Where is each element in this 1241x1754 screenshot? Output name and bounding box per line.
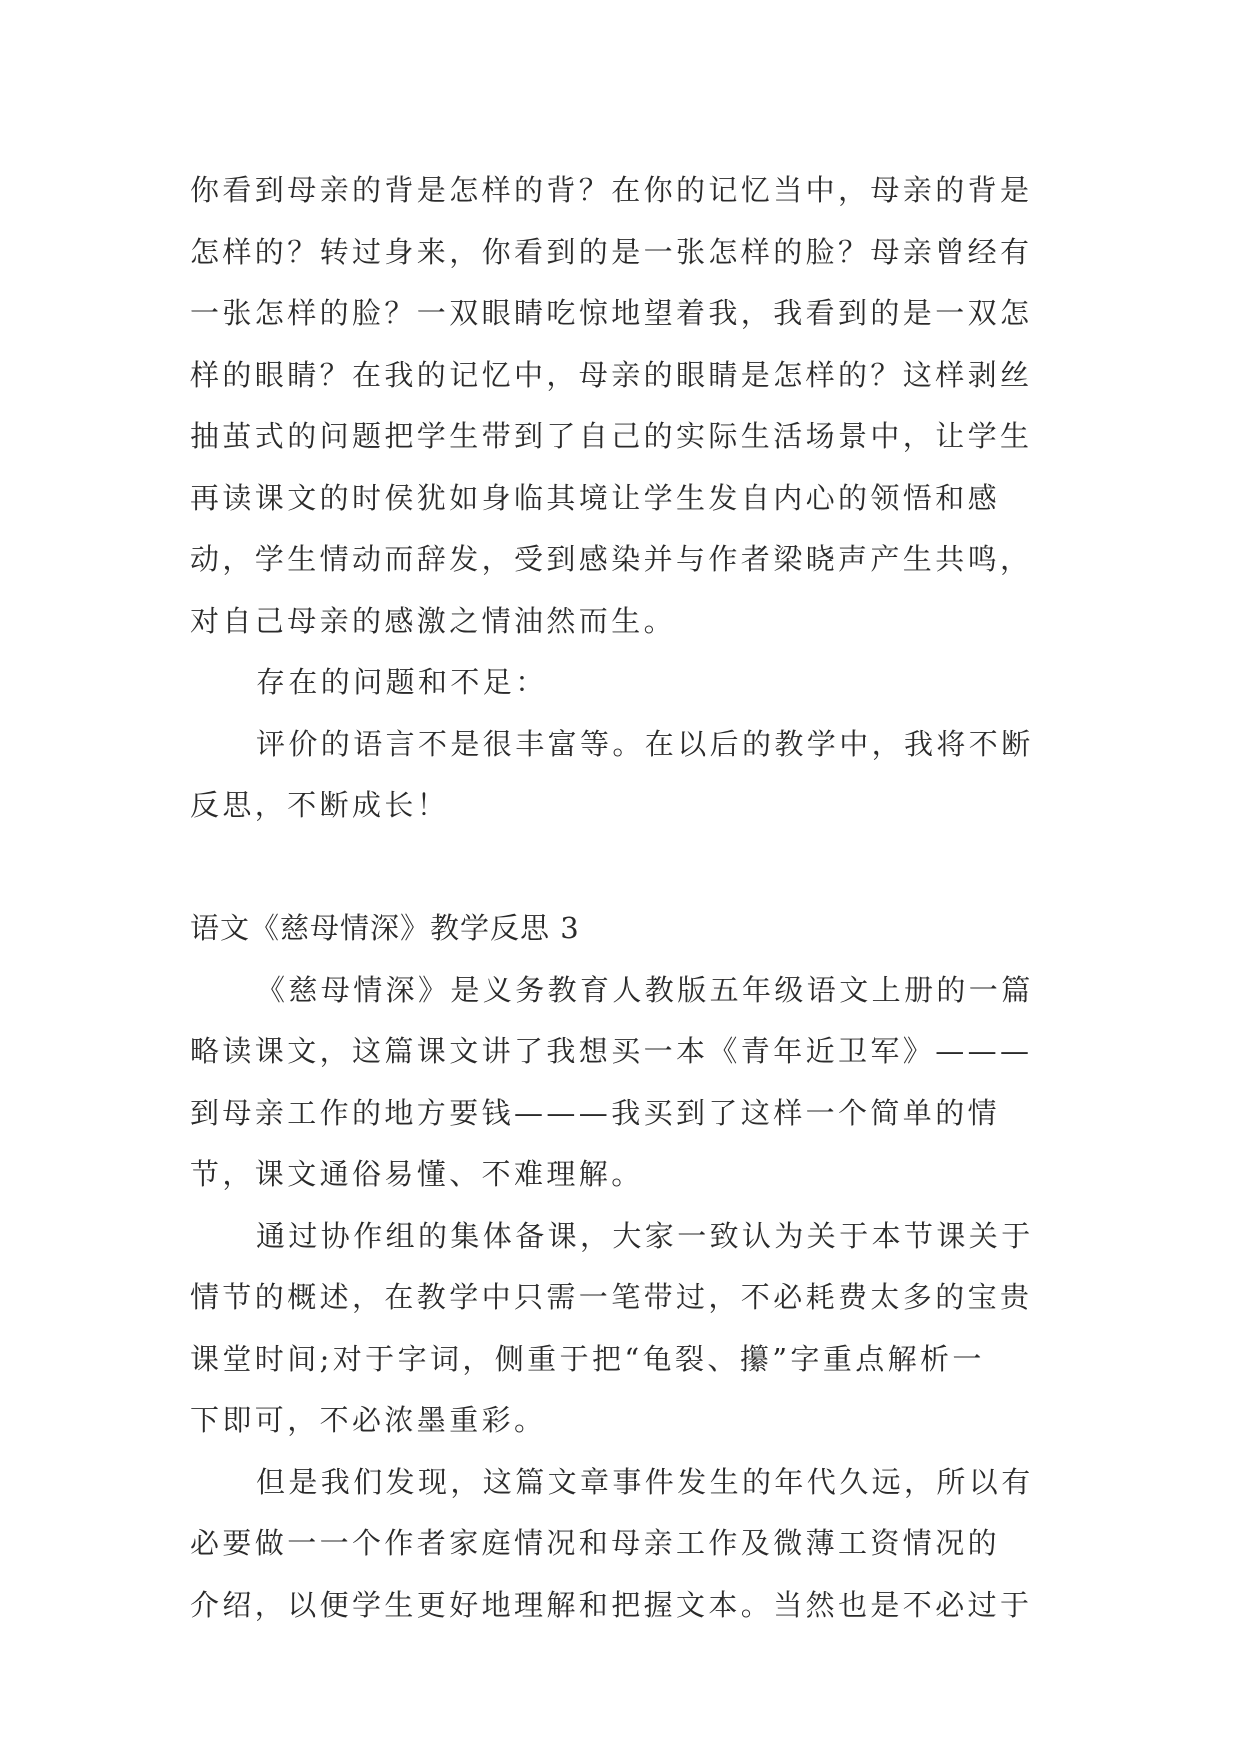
text-line: 动，学生情动而辞发，受到感染并与作者梁晓声产生共鸣，	[190, 542, 1033, 576]
text-line: 再读课文的时侯犹如身临其境让学生发自内心的领悟和感	[190, 480, 1001, 515]
text-line: 但是我们发现，这篇文章事件发生的年代久远，所以有	[256, 1464, 1034, 1499]
text-line: 情节的概述，在教学中只需一笔带过，不必耗费太多的宝贵	[190, 1280, 1033, 1314]
text-line: 《慈母情深》是义务教育人教版五年级语文上册的一篇	[256, 972, 1034, 1007]
paragraph-mother-questions	[190, 160, 1060, 652]
document-body	[190, 160, 1060, 1636]
text-line: 抽茧式的问题把学生带到了自己的实际生活场景中，让学生	[190, 419, 1033, 453]
text-line: 对自己母亲的感激之情油然而生。	[190, 603, 677, 638]
text-line: 略读课文，这篇课文讲了我想买一本《青年近卫军》———	[190, 1034, 1033, 1068]
text-line: 怎样的？转过身来，你看到的是一张怎样的脸？母亲曾经有	[190, 234, 1033, 269]
text-line: 到母亲工作的地方要钱———我买到了这样一个简单的情	[190, 1095, 1001, 1130]
paragraph-background	[190, 1452, 1060, 1637]
problems-label: 存在的问题和不足：	[256, 665, 548, 699]
text-line: 评价的语言不是很丰富等。在以后的教学中，我将不断	[256, 726, 1034, 761]
text-line: 课堂时间;对于字词，侧重于把“龟裂、攥”字重点解析一	[190, 1341, 985, 1376]
text-line: 样的眼睛？在我的记忆中，母亲的眼睛是怎样的？这样剥丝	[190, 357, 1033, 392]
text-line: 介绍，以便学生更好地理解和把握文本。当然也是不必过于	[190, 1587, 1033, 1622]
text-line: 下即可，不必浓墨重彩。	[190, 1403, 547, 1437]
text-line: 节，课文通俗易懂、不难理解。	[190, 1157, 644, 1191]
text-line: 一张怎样的脸？一双眼睛吃惊地望着我，我看到的是一双怎	[190, 296, 1033, 330]
text-line: 通过协作组的集体备课，大家一致认为关于本节课关于	[256, 1218, 1034, 1253]
text-line: 你看到母亲的背是怎样的背？在你的记忆当中，母亲的背是	[190, 173, 1033, 207]
section-gap	[190, 837, 1060, 899]
paragraph-intro	[190, 960, 1060, 1206]
paragraph-evaluation	[190, 714, 1060, 837]
text-line: 反思，不断成长！	[190, 788, 450, 822]
paragraph-lesson-prep	[190, 1206, 1060, 1452]
section-heading: 语文《慈母情深》教学反思 3	[190, 911, 580, 945]
text-line: 必要做一一个作者家庭情况和母亲工作及微薄工资情况的	[190, 1526, 1001, 1560]
